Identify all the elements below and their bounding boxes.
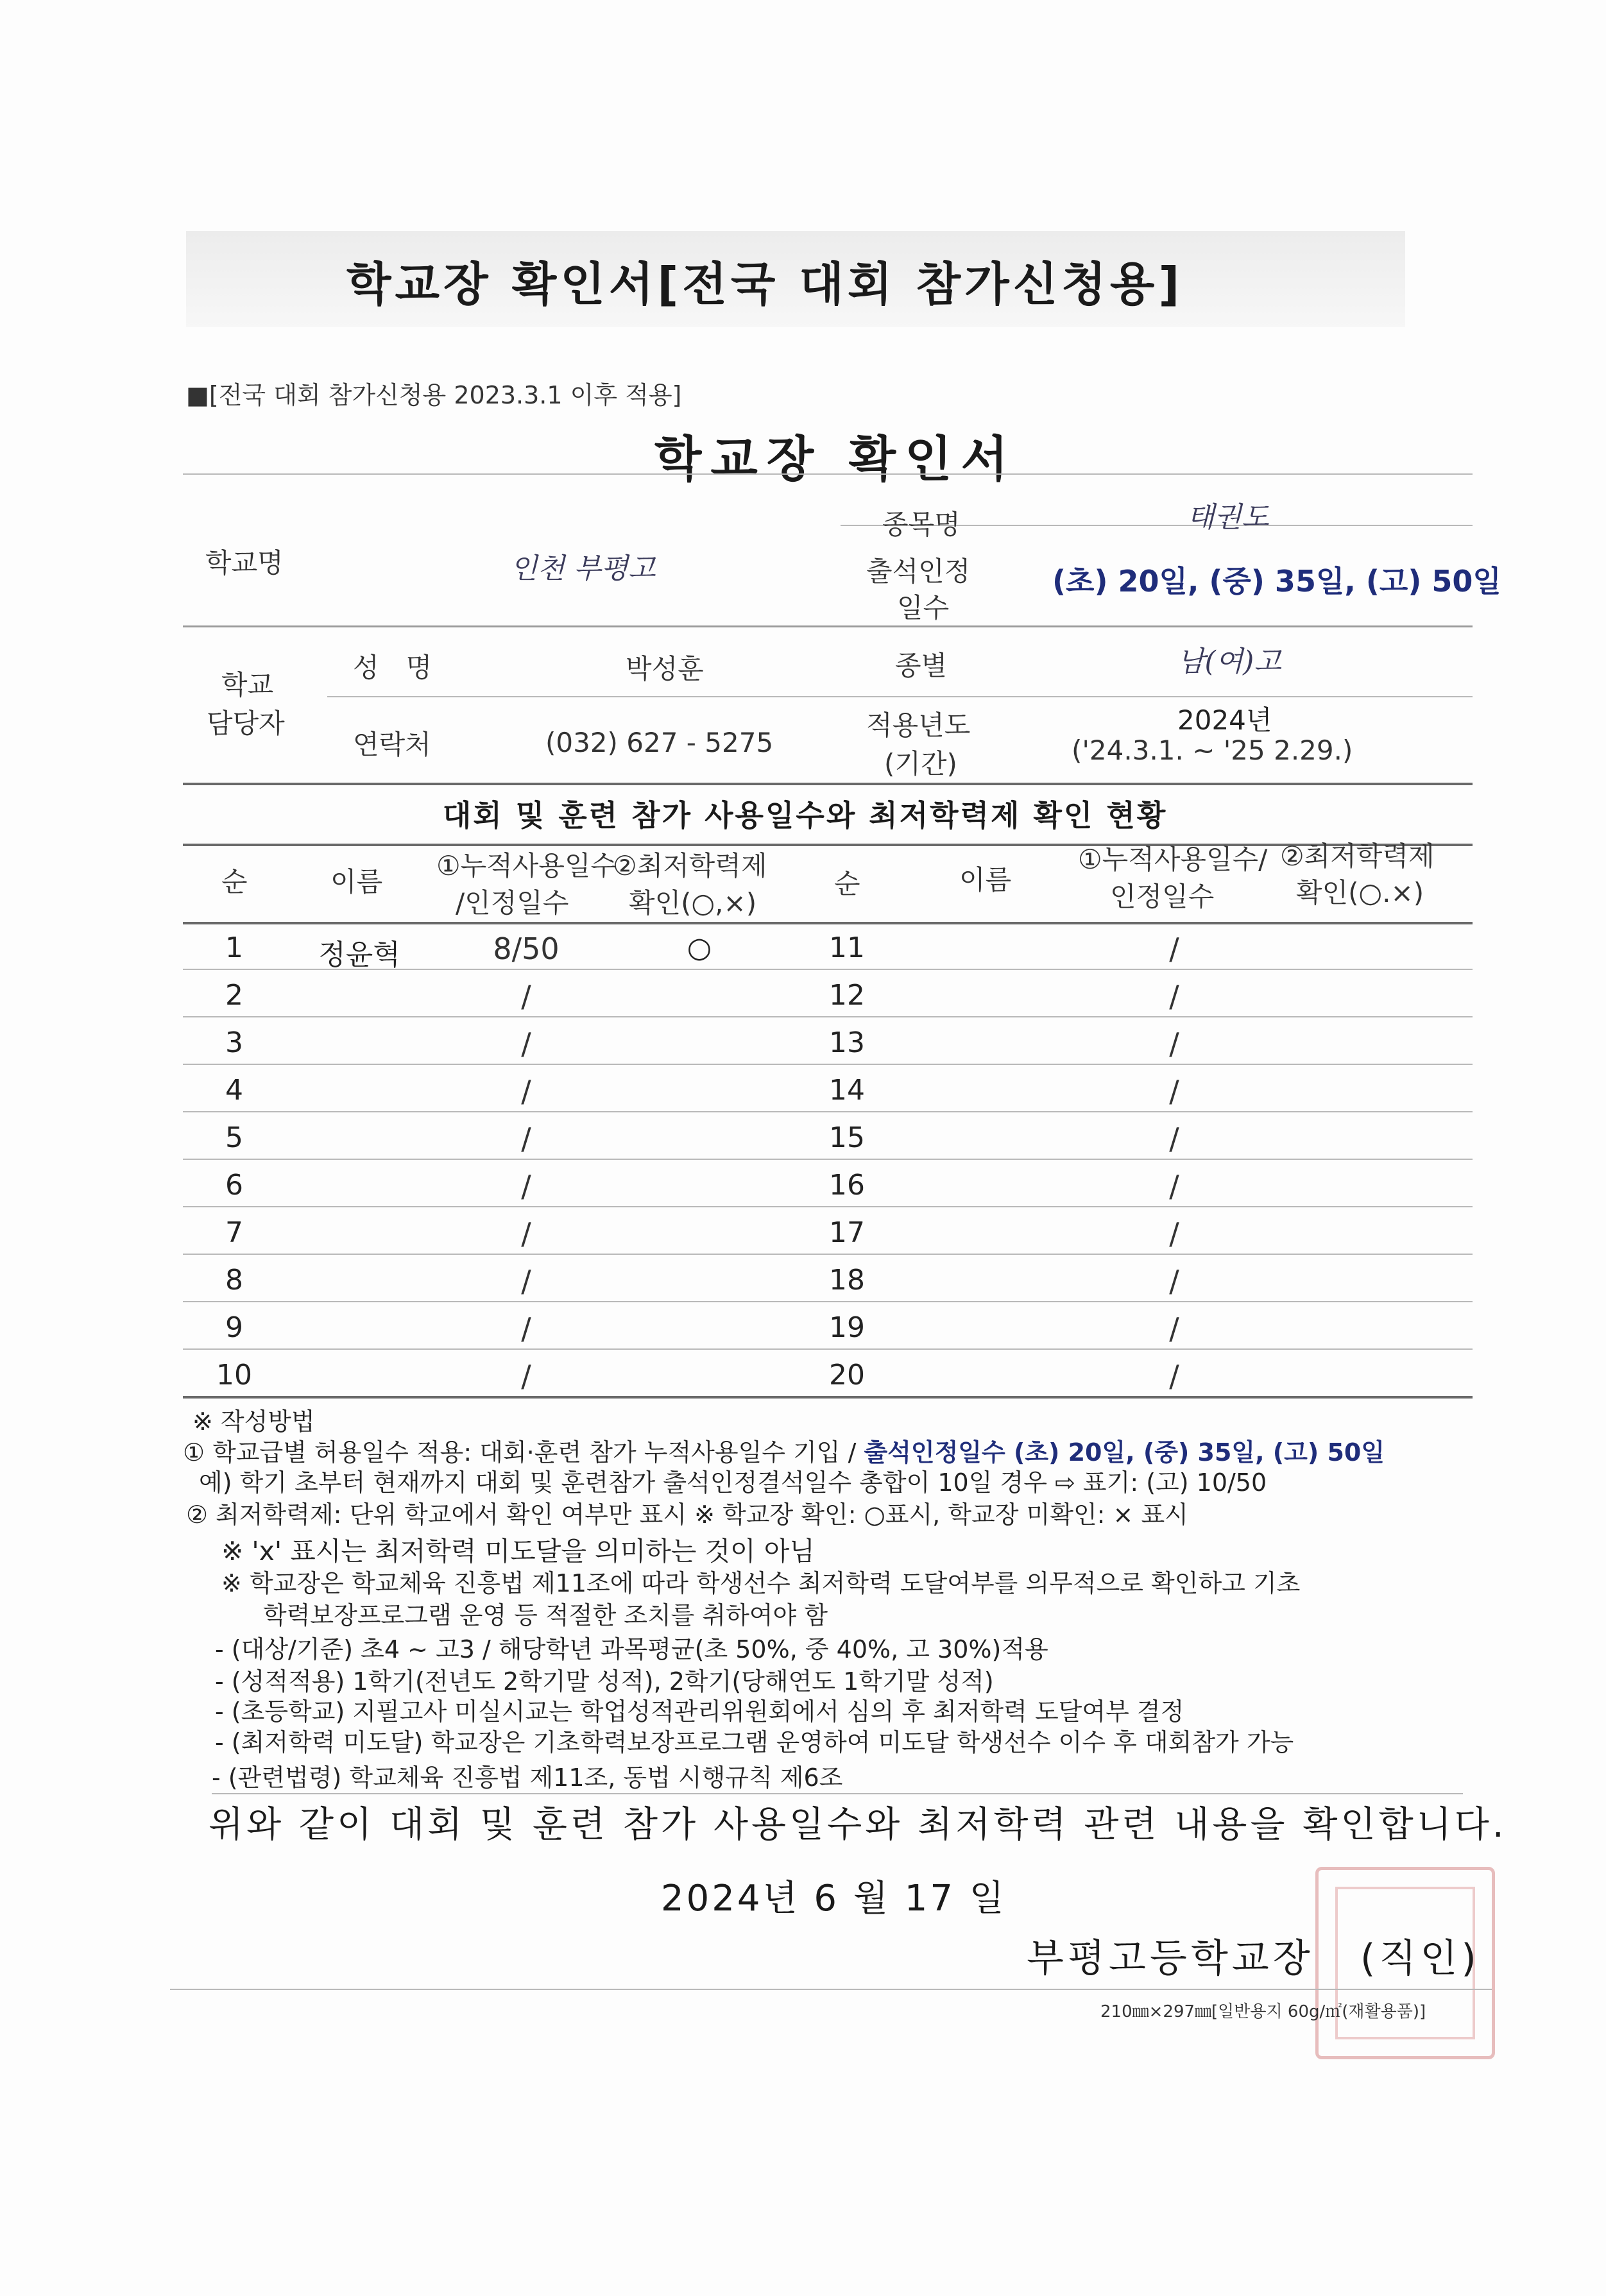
header-no-left: 순 bbox=[221, 866, 248, 897]
row-days-right: / bbox=[1169, 1121, 1179, 1156]
row-days-left: / bbox=[521, 1311, 531, 1346]
table-row bbox=[0, 1304, 1606, 1351]
info-contact-line bbox=[327, 696, 1473, 697]
contact-label: 연락처 bbox=[353, 729, 431, 760]
table-row bbox=[0, 1019, 1606, 1066]
row-number-right: 17 bbox=[829, 1216, 865, 1249]
row-days-right: / bbox=[1169, 979, 1179, 1014]
table-row bbox=[0, 1066, 1606, 1114]
header-days-left-2: /인정일수 bbox=[456, 887, 569, 919]
header-name-left: 이름 bbox=[330, 866, 383, 897]
attendance-label-2: 일수 bbox=[897, 592, 950, 624]
sport-label: 종목명 bbox=[882, 509, 961, 540]
info-top-line bbox=[183, 473, 1473, 475]
footer-line bbox=[170, 1989, 1492, 1990]
row-divider bbox=[183, 1064, 1473, 1065]
row-days-right: / bbox=[1169, 1311, 1179, 1346]
header-name-right: 이름 bbox=[959, 864, 1012, 896]
row-days-right: / bbox=[1169, 1264, 1179, 1298]
header-no-right: 순 bbox=[834, 868, 860, 899]
row-number-right: 19 bbox=[829, 1311, 865, 1344]
instruction-item-2: ② 최저학력제: 단위 학교에서 확인 여부만 표시 ※ 학교장 확인: ○표시, 학교장 미확인: × 표시 bbox=[186, 1501, 1188, 1529]
row-number-left: 4 bbox=[225, 1074, 243, 1107]
row-number-right: 14 bbox=[829, 1074, 865, 1107]
table-row bbox=[0, 1256, 1606, 1304]
instruction-item-1-highlight: 출석인정일수 (초) 20일, (중) 35일, (고) 50일 bbox=[864, 1438, 1385, 1467]
info-bottom-line bbox=[183, 783, 1473, 785]
confirmation-statement: 위와 같이 대회 및 훈련 참가 사용일수와 최저학력 관련 내용을 확인합니다. bbox=[209, 1804, 1507, 1846]
row-name-left: 정윤혁 bbox=[318, 939, 400, 971]
row-check-left: ○ bbox=[687, 931, 712, 964]
row-days-left: / bbox=[521, 1026, 531, 1061]
table-row bbox=[0, 1209, 1606, 1256]
row-divider bbox=[183, 1206, 1473, 1207]
row-days-left: / bbox=[521, 1121, 531, 1156]
instructions-bottom-line bbox=[212, 1793, 1463, 1794]
table-row bbox=[0, 1351, 1606, 1399]
row-divider bbox=[183, 1301, 1473, 1302]
row-days-left: / bbox=[521, 1359, 531, 1393]
row-divider bbox=[183, 1254, 1473, 1255]
row-days-right: / bbox=[1169, 1169, 1179, 1203]
row-number-left: 10 bbox=[216, 1359, 252, 1391]
instruction-item-1-example: 예) 학기 초부터 현재까지 대회 및 훈련참가 출석인정결석일수 총합이 10일 경우 ⇨ 표기: (고) 10/50 bbox=[199, 1468, 1267, 1497]
header-min-right-1: ②최저학력제 bbox=[1280, 840, 1435, 872]
issue-date: 2024년 6 월 17 일 bbox=[661, 1878, 1007, 1919]
table-title: 대회 및 훈련 참가 사용일수와 최저학력제 확인 현황 bbox=[443, 798, 1168, 833]
table-row bbox=[0, 1161, 1606, 1209]
manager-label-1: 학교 bbox=[221, 669, 274, 701]
row-number-right: 20 bbox=[829, 1359, 865, 1391]
document-top-title: 학교장 확인서[전국 대회 참가신청용] bbox=[346, 257, 1184, 311]
row-days-right: / bbox=[1169, 931, 1179, 966]
row-days-left: / bbox=[521, 1074, 531, 1109]
row-divider bbox=[183, 1111, 1473, 1112]
period-value: ('24.3.1. ~ '25 2.29.) bbox=[1072, 735, 1353, 766]
instruction-dash-3: - (초등학교) 지필고사 미실시교는 학업성적관리위원회에서 심의 후 최저학력 도달여부 결정 bbox=[215, 1697, 1184, 1726]
school-value: 인천 부평고 bbox=[510, 552, 656, 585]
row-number-left: 7 bbox=[225, 1216, 243, 1249]
row-days-left: / bbox=[521, 1216, 531, 1251]
header-min-right-2: 확인(○.×) bbox=[1296, 877, 1424, 908]
header-days-right-1: ①누적사용일수/ bbox=[1078, 844, 1268, 875]
name-value: 박성훈 bbox=[626, 653, 704, 685]
row-days-right: / bbox=[1169, 1216, 1179, 1251]
row-days-left: 8/50 bbox=[493, 931, 560, 966]
header-min-left-1: ②최저학력제 bbox=[613, 850, 767, 881]
row-number-left: 3 bbox=[225, 1026, 243, 1059]
row-divider bbox=[183, 969, 1473, 970]
notice-line: ■[전국 대회 참가신청용 2023.3.1 이후 적용] bbox=[186, 381, 682, 409]
year-label-1: 적용년도 bbox=[866, 710, 971, 741]
instruction-note-1: ※ 'x' 표시는 최저학력 미도달을 의미하는 것이 아님 bbox=[221, 1536, 815, 1567]
row-divider bbox=[183, 1396, 1473, 1399]
year-value: 2024년 bbox=[1177, 704, 1272, 736]
instructions-heading: ※ 작성방법 bbox=[192, 1407, 315, 1436]
row-number-left: 5 bbox=[225, 1121, 243, 1154]
attendance-label-1: 출석인정 bbox=[866, 556, 971, 587]
sport-value: 태권도 bbox=[1187, 501, 1269, 534]
row-divider bbox=[183, 1016, 1473, 1017]
table-row bbox=[0, 924, 1606, 971]
row-number-left: 8 bbox=[225, 1264, 243, 1297]
row-days-right: / bbox=[1169, 1359, 1179, 1393]
school-label: 학교명 bbox=[205, 547, 284, 579]
table-row bbox=[0, 971, 1606, 1019]
form-title: 학교장 확인서 bbox=[654, 430, 1017, 488]
header-min-left-2: 확인(○,×) bbox=[629, 887, 757, 919]
paper-spec: 210㎜×297㎜[일반용지 60g/㎡(재활용품)] bbox=[1100, 2002, 1426, 2021]
header-days-left-1: ①누적사용일수 bbox=[436, 850, 617, 881]
instruction-note-2a: ※ 학교장은 학교체육 진흥법 제11조에 따라 학생선수 최저학력 도달여부를 의무적으로 확인하고 기초 bbox=[221, 1569, 1301, 1597]
instruction-dash-2: - (성적적용) 1학기(전년도 2학기말 성적), 2학기(당해연도 1학기말 성적) bbox=[215, 1667, 994, 1696]
row-number-left: 2 bbox=[225, 979, 243, 1012]
name-label: 성 명 bbox=[353, 652, 432, 683]
instruction-dash-1: - (대상/기준) 초4 ~ 고3 / 해당학년 과목평균(초 50%, 중 40%, 고 30%)적용 bbox=[215, 1635, 1048, 1663]
row-number-right: 12 bbox=[829, 979, 865, 1012]
gender-value: 남(여)고 bbox=[1177, 645, 1281, 678]
attendance-value: (초) 20일, (중) 35일, (고) 50일 bbox=[1052, 564, 1501, 599]
instruction-dash-5: - (관련법령) 학교체육 진흥법 제11조, 동법 시행규칙 제6조 bbox=[212, 1764, 843, 1792]
row-number-left: 6 bbox=[225, 1169, 243, 1202]
row-days-right: / bbox=[1169, 1074, 1179, 1109]
gender-label: 종별 bbox=[895, 650, 948, 681]
principal-title: 부평고등학교장 bbox=[1027, 1936, 1314, 1981]
instruction-item-1-text: ① 학교급별 허용일수 적용: 대회·훈련 참가 누적사용일수 기입 / bbox=[183, 1438, 864, 1467]
table-top-line bbox=[183, 844, 1473, 846]
table-row bbox=[0, 1114, 1606, 1161]
instruction-dash-4: - (최저학력 미도달) 학교장은 기초학력보장프로그램 운영하여 미도달 학생선수 이수 후 대회참가 가능 bbox=[215, 1728, 1294, 1756]
row-number-right: 11 bbox=[829, 931, 865, 964]
row-days-left: / bbox=[521, 1264, 531, 1298]
row-days-left: / bbox=[521, 1169, 531, 1203]
row-divider bbox=[183, 1159, 1473, 1160]
row-number-right: 15 bbox=[829, 1121, 865, 1154]
row-number-left: 9 bbox=[225, 1311, 243, 1344]
row-days-left: / bbox=[521, 979, 531, 1014]
row-number-right: 13 bbox=[829, 1026, 865, 1059]
row-divider bbox=[183, 1348, 1473, 1350]
seal-label: (직인) bbox=[1360, 1936, 1480, 1981]
manager-label-2: 담당자 bbox=[207, 708, 285, 739]
header-days-right-2: 인정일수 bbox=[1110, 881, 1215, 912]
row-number-right: 16 bbox=[829, 1169, 865, 1202]
row-number-left: 1 bbox=[225, 931, 243, 964]
contact-value: (032) 627 - 5275 bbox=[545, 727, 774, 758]
year-label-2: (기간) bbox=[884, 748, 957, 779]
instruction-note-2b: 학력보장프로그램 운영 등 적절한 조치를 취하여야 함 bbox=[263, 1601, 828, 1629]
row-number-right: 18 bbox=[829, 1264, 865, 1297]
row-days-right: / bbox=[1169, 1026, 1179, 1061]
info-mid-line bbox=[183, 625, 1473, 627]
